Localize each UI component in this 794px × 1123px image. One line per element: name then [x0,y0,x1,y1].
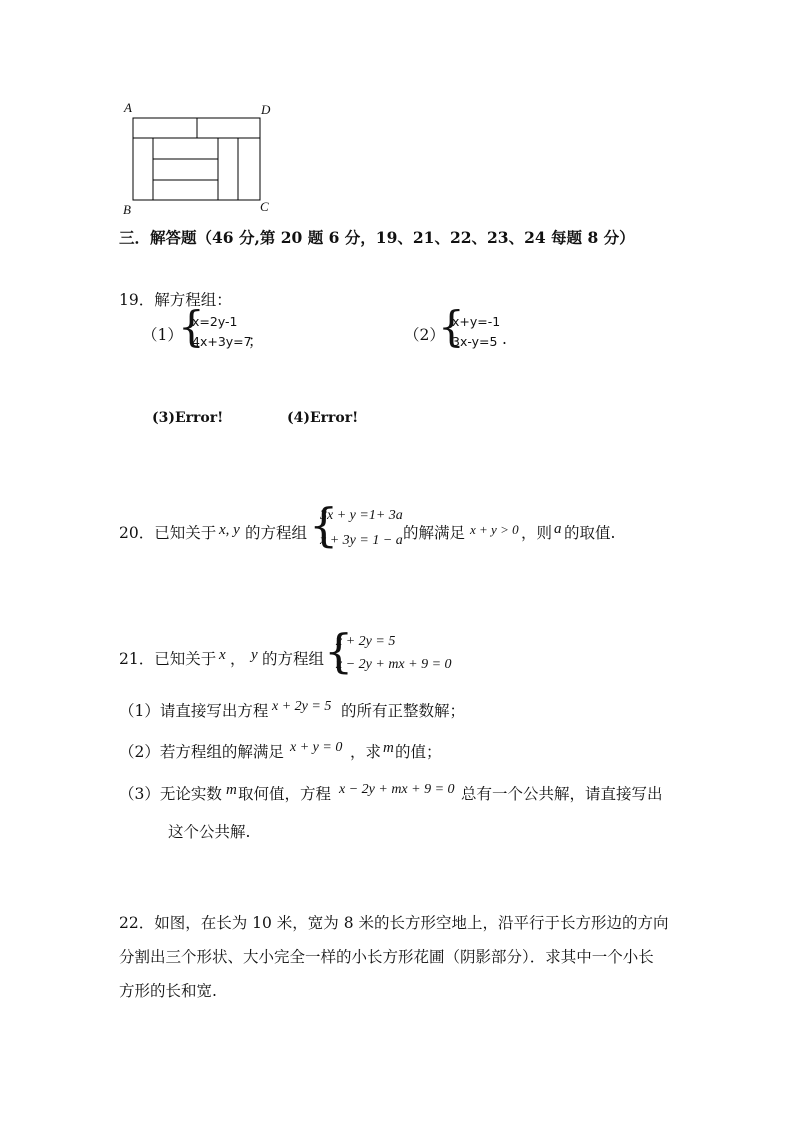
vertex-label-c: C [260,199,269,214]
q19-part1-tail: ； [248,332,264,350]
q20-var-a: a [554,521,562,537]
q20-cond-post: ，则 [521,524,553,542]
q19-part4: (4)Error! [287,410,359,426]
q21-var-y: y [251,647,258,663]
q20-brace: { [309,498,339,552]
q21-eq2: x − 2y + mx + 9 = 0 [336,657,452,672]
q21-part1-eq: x + 2y = 5 [272,699,332,714]
q20-vars: x, y [219,522,240,538]
q20-cond: x + y > 0 [470,522,519,537]
section-heading: 三．解答题（46 分,第 20 题 6 分，19、21、22、23、24 每题 8 分） [119,228,635,247]
q20-cond-pre: 的解满足 [403,524,466,542]
q22-line3: 方形的长和宽. [119,982,217,1000]
q21-part2-eq: x + y = 0 [290,740,343,755]
q21-part3-post: 总有一个公共解，请直接写出 [461,785,663,803]
q21-part3-mid: 取何值，方程 [238,785,332,803]
q22-line1: 22．如图，在长为 10 米，宽为 8 米的长方形空地上，沿平行于长方形边的方向 [119,914,669,932]
q19-part2-eq2: 3x-y=5 [452,334,498,349]
q19-part2-eq1: x+y=-1 [452,314,501,329]
q21-part3-line2: 这个公共解. [168,823,251,841]
q21-mid: 的方程组 [262,650,325,668]
q21-part1-post: 的所有正整数解； [341,702,466,720]
q21-part1-pre: （1）请直接写出方程 [119,702,269,720]
q21-sep: ， [230,650,246,668]
q19-part2-label: （2） [404,326,445,344]
q19-part1-eq1: x=2y-1 [192,314,238,329]
q21-brace: { [324,624,354,678]
vertex-label-d: D [261,102,271,117]
q20-end: 的取值. [564,524,616,542]
vertex-label-b: B [123,202,131,217]
q19-part1-label: （1） [142,326,183,344]
q21-part3-var: m [226,782,237,798]
q21-part2-mid: ，求 [350,743,382,761]
q19-part1-eq2: 4x+3y=7 [192,334,252,349]
q19-part2-brace: { [438,302,465,351]
q19-part3: (3)Error! [152,410,224,426]
q20-eq1: 3x + y =1+ 3a [320,508,403,523]
q20-mid: 的方程组 [245,524,308,542]
q19-part2-tail: . [502,330,507,348]
q21-part3-eq: x − 2y + mx + 9 = 0 [339,782,455,797]
q21-eq1: x + 2y = 5 [336,634,396,649]
q19-stem: 19．解方程组： [119,291,232,309]
q21-part2-pre: （2）若方程组的解满足 [119,743,284,761]
q21-var-x: x [219,647,226,663]
q21-part3-pre: （3）无论实数 [119,785,222,803]
q20-eq2: x + 3y = 1 − a [320,533,403,548]
q20-prefix: 20．已知关于 [119,524,217,542]
q21-prefix: 21．已知关于 [119,650,217,668]
q21-part2-var: m [383,740,394,756]
vertex-label-a: A [124,100,132,115]
q19-part1-brace: { [178,302,205,351]
q22-line2: 分割出三个形状、大小完全一样的小长方形花圃（阴影部分）．求其中一个小长 [119,948,654,966]
q21-part2-post: 的值； [395,743,442,761]
